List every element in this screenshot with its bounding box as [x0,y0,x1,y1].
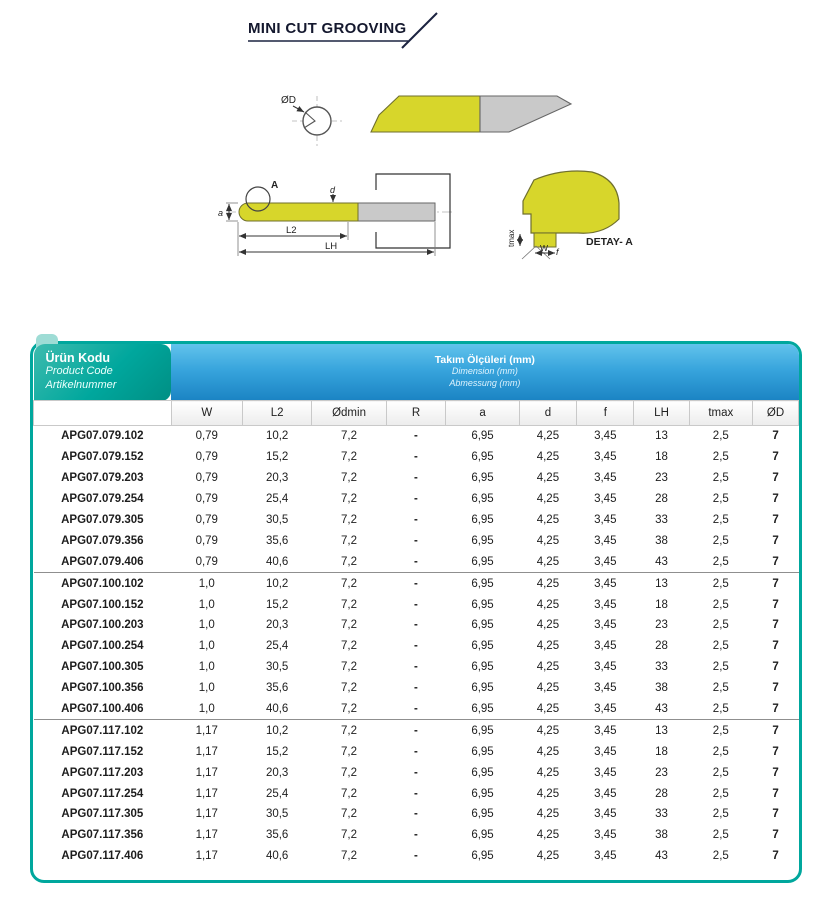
product-code-header-de: Artikelnummer [45,379,117,391]
table-row [34,762,799,783]
value-cell: 2,5 [712,640,729,653]
value-cell: - [414,682,418,695]
value-cell: 28 [655,640,668,653]
column-header-f: f [577,401,634,426]
value-cell: 6,95 [446,426,519,447]
dimension-header-en: Dimension (mm) [451,366,518,377]
value-cell: 7 [772,534,779,547]
value-cell: 3,45 [577,720,634,741]
value-cell: 3,45 [594,640,617,653]
value-cell: 7,2 [341,598,358,611]
value-cell: 6,95 [471,766,494,779]
value-cell: 3,45 [594,829,617,842]
l2-dim-label: L2 [286,225,297,236]
value-cell: 2,5 [689,720,752,741]
value-cell: 0,79 [195,493,218,506]
value-cell: 6,95 [471,598,494,611]
product-code-cell: APG07.117.356 [61,829,144,842]
value-cell: 4,25 [519,426,576,447]
value-cell: - [414,850,418,863]
value-cell: 13 [634,426,689,447]
value-cell: 3,45 [594,534,617,547]
value-cell: 7,2 [341,766,358,779]
product-code-cell: APG07.117.406 [61,850,144,863]
column-header-w: W [171,401,242,426]
value-cell: 7,2 [341,451,358,464]
product-code-cell: APG07.100.254 [61,640,144,653]
value-cell: 4,25 [536,555,560,568]
value-cell: 1,17 [195,808,218,821]
table-row [34,447,799,468]
value-cell: 7,2 [341,787,358,800]
value-cell: 1,17 [171,720,242,741]
dimension-header-tr: Takım Ölçüleri (mm) [434,354,535,367]
product-table [30,341,802,883]
value-cell: 6,95 [471,682,494,695]
column-header-a: a [446,401,519,426]
shank-bar [358,203,435,221]
value-cell: - [414,493,418,506]
value-cell: - [386,426,446,447]
value-cell: 2,5 [712,703,729,716]
value-cell: - [386,720,446,741]
value-cell: 13 [634,720,689,741]
product-code-cell: APG07.117.305 [61,808,144,821]
value-cell: 2,5 [712,534,729,547]
value-cell: 0,79 [195,534,218,547]
value-cell: 3,45 [594,745,617,758]
value-cell: 23 [655,472,668,485]
value-cell: 20,3 [265,766,289,779]
value-cell: 4,25 [536,850,560,863]
table-row [34,678,799,699]
value-cell: 15,2 [265,598,289,611]
value-cell: 2,5 [712,451,729,464]
value-cell: 7,2 [341,514,358,526]
value-cell: - [414,534,418,547]
table-row [34,573,799,594]
value-cell: 3,45 [594,703,617,716]
value-cell: 3,45 [594,850,617,863]
value-cell: - [414,745,418,758]
value-cell: 2,5 [712,555,729,568]
value-cell: 28 [655,493,668,506]
value-cell: - [414,787,418,800]
value-cell: 4,25 [536,598,560,611]
value-cell: 0,79 [171,426,242,447]
value-cell: 7,2 [341,661,358,674]
column-header-tmax: tmax [689,401,752,426]
value-cell: 28 [655,787,668,800]
table-row [34,615,799,636]
value-cell: 7 [753,720,799,741]
value-cell: - [414,514,418,526]
value-cell: 7,2 [312,573,386,594]
detail-view-label: DETAY- A [586,236,633,248]
table-row [34,846,799,867]
value-cell: 4,25 [536,534,560,547]
value-cell: 0,79 [195,472,218,485]
insert-body-shape [371,96,480,132]
value-cell: 20,3 [265,619,289,632]
value-cell: 2,5 [712,766,729,779]
insert-bar [239,203,358,221]
value-cell: 2,5 [712,598,729,611]
value-cell: 2,5 [712,745,729,758]
value-cell: 3,45 [577,426,634,447]
value-cell: 1,0 [198,682,215,695]
table-row [34,783,799,804]
value-cell: 7,2 [341,745,358,758]
value-cell: 7,2 [341,493,358,506]
value-cell: 0,79 [195,514,218,526]
value-cell: 15,2 [265,745,289,758]
value-cell: 40,6 [265,850,289,863]
tool-profile-drawing [371,96,571,132]
product-code-cell: APG07.117.254 [61,787,144,800]
value-cell: 1,17 [195,787,218,800]
product-code-header [34,344,172,401]
value-cell: 6,95 [471,640,494,653]
value-cell: 23 [655,766,668,779]
value-cell: 1,17 [195,850,218,863]
table-row [34,489,799,510]
value-cell: 10,2 [242,720,312,741]
value-cell: 7 [772,661,779,674]
detail-insert-shape [523,171,619,233]
value-cell: 43 [655,555,668,568]
value-cell: 7,2 [341,808,358,821]
value-cell: 7 [772,682,779,695]
value-cell: 25,4 [265,493,289,506]
value-cell: 7 [772,555,779,568]
value-cell: 40,6 [265,703,289,716]
value-cell: - [414,598,418,611]
value-cell: 38 [655,829,668,842]
table-row [34,551,799,572]
value-cell: 4,25 [536,451,560,464]
lh-dim-label: LH [325,241,338,252]
product-code-cell: APG07.079.356 [61,534,144,547]
value-cell: 4,25 [519,720,576,741]
value-cell: - [414,661,418,674]
dimension-header [171,344,798,401]
value-cell: 1,0 [198,598,215,611]
product-code-cell: APG07.079.102 [34,426,172,447]
column-header-lh: LH [634,401,689,426]
table-row [34,530,799,551]
value-cell: 6,95 [471,661,494,674]
value-cell: 7,2 [341,829,358,842]
od-dim-label: ØD [281,95,296,106]
product-code-cell: APG07.079.203 [61,472,144,485]
value-cell: 7,2 [341,640,358,653]
value-cell: 33 [655,808,668,821]
value-cell: 1,0 [198,703,215,716]
value-cell: 43 [655,703,668,716]
column-header-l2: L2 [242,401,312,426]
value-cell: 6,95 [471,451,494,464]
product-code-cell: APG07.079.152 [61,451,144,464]
technical-drawings [0,0,825,300]
dimensioned-view-drawing [218,174,452,256]
value-cell: 25,4 [265,787,289,800]
value-cell: 4,25 [536,766,560,779]
value-cell: 33 [655,514,668,526]
dimension-header-de: Abmessung (mm) [449,378,521,388]
value-cell: 3,45 [594,766,617,779]
value-cell: 7 [772,850,779,863]
value-cell: - [414,808,418,821]
value-cell: - [414,451,418,464]
table-body [34,426,799,867]
column-header-r: R [386,401,446,426]
value-cell: 7,2 [341,703,358,716]
value-cell: 25,4 [265,640,289,653]
value-cell: - [414,640,418,653]
value-cell: 1,0 [198,661,215,674]
value-cell: 30,5 [265,661,289,674]
product-code-cell: APG07.079.406 [61,555,144,568]
value-cell: 2,5 [712,787,729,800]
value-cell: 4,25 [536,808,560,821]
product-code-cell: APG07.079.305 [61,514,144,526]
value-cell: 7 [772,514,779,526]
table-row [34,510,799,531]
value-cell: 7,2 [312,426,386,447]
title-decoration [248,13,437,48]
value-cell: 3,45 [594,787,617,800]
value-cell: 3,45 [594,555,617,568]
table-row [34,426,799,447]
value-cell: 7 [772,745,779,758]
tmax-dim-label: tmax [507,229,516,247]
value-cell: 6,95 [471,493,494,506]
value-cell: 6,95 [471,534,494,547]
value-cell: 7 [753,573,799,594]
table-row [34,657,799,678]
product-data-table [33,344,799,867]
value-cell: 7,2 [341,534,358,547]
product-code-cell: APG07.100.203 [61,619,144,632]
value-cell: 43 [655,850,668,863]
table-row [34,468,799,489]
value-cell: 2,5 [712,472,729,485]
value-cell: 3,45 [594,808,617,821]
value-cell: 2,5 [689,426,752,447]
value-cell: 2,5 [712,808,729,821]
value-cell: 2,5 [712,829,729,842]
value-cell: 7 [772,472,779,485]
w-dim-label: W [540,243,549,253]
value-cell: 6,95 [471,787,494,800]
value-cell: 1,17 [195,766,218,779]
value-cell: 18 [655,745,668,758]
value-cell: 2,5 [712,682,729,695]
value-cell: - [386,573,446,594]
value-cell: 3,45 [594,472,617,485]
table-row [34,720,799,741]
value-cell: 4,25 [536,640,560,653]
f-dim-label: f [556,247,559,257]
value-cell: 13 [634,573,689,594]
product-code-cell: APG07.117.152 [61,745,144,758]
column-header-row [34,401,799,426]
product-code-cell: APG07.100.305 [61,661,144,674]
value-cell: 6,95 [471,472,494,485]
value-cell: 1,17 [195,745,218,758]
value-cell: 6,95 [471,829,494,842]
value-cell: 23 [655,619,668,632]
column-header-od: ØD [753,401,799,426]
value-cell: 6,95 [471,850,494,863]
value-cell: 7 [772,703,779,716]
value-cell: 7 [772,619,779,632]
table-row [34,636,799,657]
value-cell: - [414,703,418,716]
value-cell: 10,2 [242,426,312,447]
a-dim-label: a [218,208,224,218]
callout-a-label: A [271,180,279,191]
value-cell: - [414,829,418,842]
value-cell: 2,5 [712,514,729,526]
product-code-cell: APG07.100.406 [61,703,144,716]
shank-shape [480,96,571,132]
table-row [34,699,799,720]
value-cell: 6,95 [471,619,494,632]
value-cell: 7,2 [341,555,358,568]
value-cell: 0,79 [195,451,218,464]
value-cell: 0,79 [195,555,218,568]
value-cell: 3,45 [594,493,617,506]
value-cell: 3,45 [594,451,617,464]
page-title: MINI CUT GROOVING [248,20,407,37]
value-cell: 3,45 [594,598,617,611]
value-cell: 35,6 [265,829,289,842]
front-view-drawing [281,95,342,146]
value-cell: 7 [772,766,779,779]
value-cell: 7 [772,598,779,611]
value-cell: 7,2 [341,682,358,695]
product-code-cell: APG07.100.356 [61,682,144,695]
value-cell: 4,25 [536,829,560,842]
value-cell: 35,6 [265,534,289,547]
value-cell: 6,95 [471,745,494,758]
value-cell: 7,2 [341,850,358,863]
value-cell: 20,3 [265,472,289,485]
band-header-row [34,344,799,401]
empty-header-cell [34,401,172,426]
value-cell: 2,5 [689,573,752,594]
value-cell: 4,25 [536,745,560,758]
value-cell: 1,0 [198,640,215,653]
value-cell: 33 [655,661,668,674]
column-header-odmin: Ødmin [312,401,386,426]
column-header-d: d [519,401,576,426]
value-cell: 7 [772,787,779,800]
value-cell: 35,6 [265,682,289,695]
product-code-cell: APG07.117.102 [34,720,172,741]
value-cell: 1,0 [171,573,242,594]
value-cell: 7,2 [312,720,386,741]
value-cell: 7,2 [341,619,358,632]
value-cell: 4,25 [536,682,560,695]
value-cell: 2,5 [712,493,729,506]
value-cell: 40,6 [265,555,289,568]
value-cell: 6,95 [446,573,519,594]
product-code-cell: APG07.079.254 [61,493,144,506]
value-cell: 4,25 [519,573,576,594]
value-cell: 4,25 [536,493,560,506]
d-dim-label: d [330,185,336,195]
value-cell: 15,2 [265,451,289,464]
table-row [34,741,799,762]
value-cell: 7 [772,808,779,821]
value-cell: 3,45 [594,619,617,632]
value-cell: - [414,555,418,568]
value-cell: 3,45 [577,573,634,594]
value-cell: 6,95 [471,555,494,568]
value-cell: 1,17 [195,829,218,842]
table-row [34,825,799,846]
value-cell: - [414,619,418,632]
value-cell: 2,5 [712,661,729,674]
value-cell: 4,25 [536,661,560,674]
value-cell: 7 [772,640,779,653]
value-cell: 38 [655,534,668,547]
table-row [34,804,799,825]
product-code-header-en: Product Code [45,365,113,378]
value-cell: 30,5 [265,808,289,821]
value-cell: 7,2 [341,472,358,485]
detail-view-drawing [507,171,633,259]
value-cell: 30,5 [265,514,289,526]
value-cell: 3,45 [594,682,617,695]
value-cell: 2,5 [712,619,729,632]
product-code-cell: APG07.117.203 [61,766,144,779]
value-cell: 1,0 [198,619,215,632]
value-cell: 7 [772,451,779,464]
value-cell: - [414,766,418,779]
table-row [34,594,799,615]
product-code-cell: APG07.100.152 [61,598,144,611]
value-cell: 10,2 [242,573,312,594]
value-cell: 6,95 [471,703,494,716]
value-cell: 3,45 [594,661,617,674]
value-cell: 4,25 [536,472,560,485]
value-cell: 6,95 [471,808,494,821]
value-cell: 4,25 [536,787,560,800]
value-cell: 7 [772,829,779,842]
value-cell: 4,25 [536,619,560,632]
value-cell: 2,5 [712,850,729,863]
product-code-cell: APG07.100.102 [34,573,172,594]
value-cell: 7 [753,426,799,447]
value-cell: 38 [655,682,668,695]
value-cell: 18 [655,598,668,611]
value-cell: - [414,472,418,485]
value-cell: 6,95 [446,720,519,741]
product-code-header-tr: Ürün Kodu [45,351,111,366]
value-cell: 3,45 [594,514,617,526]
value-cell: 7 [772,493,779,506]
value-cell: 18 [655,451,668,464]
value-cell: 4,25 [536,703,560,716]
value-cell: 6,95 [471,514,494,526]
value-cell: 4,25 [536,514,560,526]
